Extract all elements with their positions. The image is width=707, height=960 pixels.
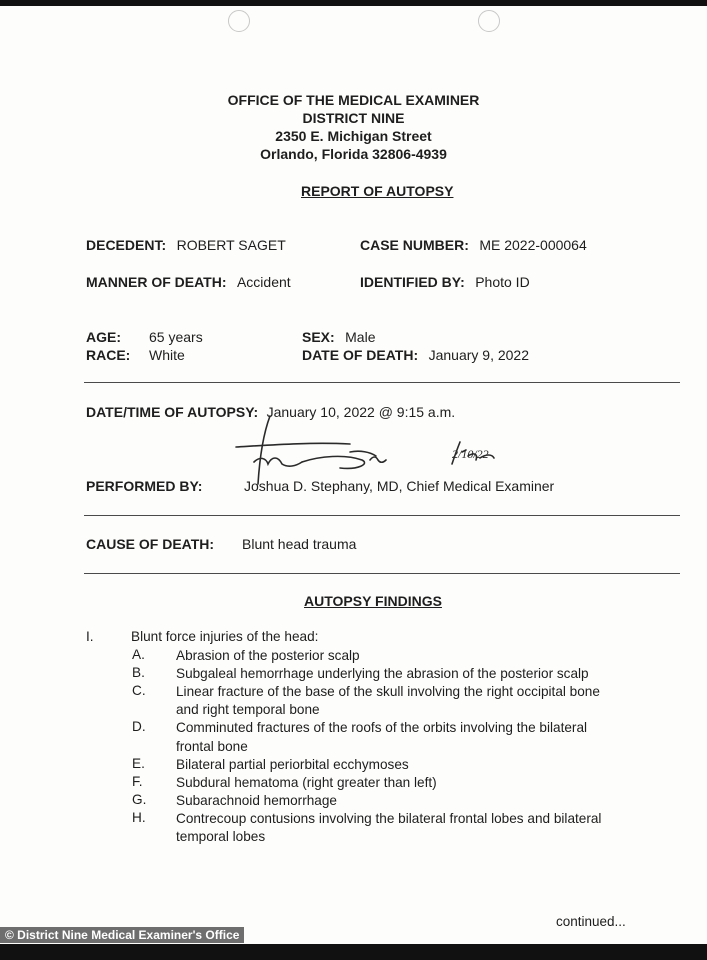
top-black-border — [0, 0, 707, 6]
autopsy-date-label: DATE/TIME OF AUTOPSY: — [86, 404, 259, 420]
section-heading: Blunt force injuries of the head: — [131, 629, 319, 644]
autopsy-date-value: January 10, 2022 @ 9:15 a.m. — [266, 404, 456, 420]
continued-note: continued... — [556, 914, 626, 929]
office-city: Orlando, Florida 32806-4939 — [260, 146, 447, 162]
finding-letter: G. — [132, 791, 147, 807]
sex-value: Male — [345, 329, 376, 345]
punch-hole-left — [228, 10, 250, 32]
finding-letter: F. — [132, 773, 143, 789]
office-district: DISTRICT NINE — [302, 110, 405, 126]
case-number-value: ME 2022-000064 — [479, 237, 587, 253]
finding-text: Abrasion of the posterior scalp — [176, 648, 360, 663]
finding-letter: A. — [132, 647, 145, 662]
watermark-label: © District Nine Medical Examiner's Office — [0, 927, 244, 943]
identified-field — [360, 274, 530, 292]
punch-hole-right — [478, 10, 500, 32]
report-title: REPORT OF AUTOPSY — [301, 183, 454, 199]
divider-2 — [84, 515, 680, 516]
date-of-death-label: DATE OF DEATH: — [302, 347, 419, 363]
cause-label: CAUSE OF DEATH: — [86, 536, 215, 552]
sex-label: SEX: — [302, 329, 335, 345]
identified-label: IDENTIFIED BY: — [360, 274, 465, 290]
bottom-black-border — [0, 944, 707, 960]
race-value: White — [149, 347, 185, 363]
finding-text: Linear fracture of the base of the skull involving the right occipital bone — [176, 684, 600, 700]
findings-title: AUTOPSY FINDINGS — [304, 593, 442, 609]
finding-text: frontal bone — [176, 738, 248, 754]
finding-text: Subdural hematoma (right greater than left) — [176, 774, 437, 790]
identified-value: Photo ID — [475, 274, 530, 290]
sex-field — [302, 329, 376, 347]
office-name: OFFICE OF THE MEDICAL EXAMINER — [227, 92, 480, 108]
age-label: AGE: — [86, 329, 121, 345]
office-street: 2350 E. Michigan Street — [275, 128, 432, 144]
finding-text: and right temporal bone — [176, 702, 320, 718]
finding-text: Subgaleal hemorrhage underlying the abrasion of the posterior scalp — [176, 666, 589, 682]
divider-3 — [84, 573, 680, 574]
age-value: 65 years — [149, 329, 203, 345]
finding-text: temporal lobes — [176, 829, 266, 844]
finding-text: Contrecoup contusions involving the bilateral frontal lobes and bilateral — [176, 810, 602, 826]
finding-letter: E. — [132, 755, 145, 771]
finding-text: Subarachnoid hemorrhage — [176, 792, 337, 808]
finding-text: Bilateral partial periorbital ecchymoses — [176, 756, 409, 772]
section-numeral: I. — [86, 629, 94, 644]
race-label: RACE: — [86, 347, 131, 363]
decedent-field — [86, 237, 286, 255]
finding-letter: H. — [132, 809, 146, 825]
cause-value: Blunt head trauma — [242, 536, 357, 552]
decedent-value: ROBERT SAGET — [176, 237, 286, 253]
date-of-death-field — [302, 347, 529, 365]
finding-letter: D. — [132, 719, 146, 735]
case-number-label: CASE NUMBER: — [360, 237, 469, 253]
performed-value: Joshua D. Stephany, MD, Chief Medical Examiner — [244, 478, 555, 494]
finding-letter: C. — [132, 683, 146, 699]
date-of-death-value: January 9, 2022 — [428, 347, 529, 363]
decedent-label: DECEDENT: — [86, 237, 167, 253]
divider-1 — [84, 382, 680, 383]
manner-field — [86, 274, 291, 292]
finding-letter: B. — [132, 665, 145, 681]
finding-text: Comminuted fractures of the roofs of the orbits involving the bilateral — [176, 720, 588, 736]
case-number-field — [360, 237, 587, 255]
manner-label: MANNER OF DEATH: — [86, 274, 227, 290]
signature-date: 2/10/22 — [452, 447, 489, 461]
manner-value: Accident — [236, 274, 291, 290]
performed-label: PERFORMED BY: — [86, 478, 203, 494]
